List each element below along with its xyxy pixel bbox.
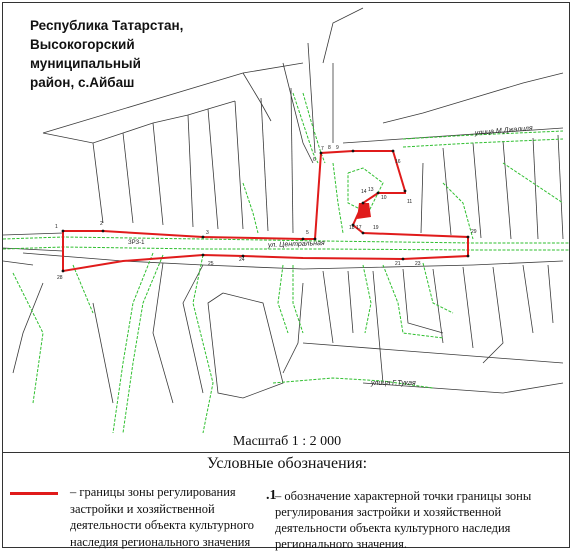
street-label-tukay: улица Г.Тукая [371,380,416,387]
point-label: 29 [471,229,477,235]
point-label: 24 [239,257,245,263]
point-label: 6 [313,157,316,163]
legend-point-text: – обозначение характерной точки границы зоны регулирования застройки и хозяйственной деятельности объекта культурного наследия регионального значения. [275,489,532,551]
legend-point-symbol: .1 [266,488,277,503]
point-label: 28 [57,275,63,281]
title-line: Высокогорский муниципальный [30,37,141,71]
title-line: район, с.Айбаш [30,75,135,90]
point-label: 23 [415,261,421,267]
point-label: 17 [356,225,362,231]
green-lines [3,93,569,433]
legend-divider [3,452,569,453]
boundary-points [62,150,470,273]
point-label: 2 [100,221,103,227]
legend-title: Условные обозначения: [206,455,368,472]
zone-label: ЗРЗ-1 [128,240,145,246]
point-label: 14 [361,189,367,195]
heritage-object [357,203,371,219]
point-label: 21 [395,261,401,267]
street-label-jalil: улица М.Джалиля [474,124,534,137]
point-label: 18 [349,225,355,231]
point-label: 25 [208,261,214,267]
point-label: 13 [368,187,374,193]
point-label: 9 [336,145,339,151]
point-label: 7 [321,146,324,152]
legend-boundary-text: – границы зоны регулирования застройки и хозяйственной деятельности объекта культурного наследия регионального значения [70,485,255,549]
point-label: 5 [306,230,309,236]
point-label: 10 [381,195,387,201]
point-label: 1 [55,224,58,230]
legend-boundary-swatch [10,492,58,495]
street-label-central: ул. Центральная [267,240,325,249]
point-label: 3 [206,230,209,236]
title-line: Республика Татарстан, [30,18,184,33]
point-label: 8 [328,145,331,151]
point-label: 19 [373,225,379,231]
page-title [30,16,240,92]
zone-boundary [63,151,468,271]
point-label: 11 [407,199,413,205]
point-label: 16 [395,159,401,165]
map-scale: Масштаб 1 : 2 000 [232,434,342,449]
